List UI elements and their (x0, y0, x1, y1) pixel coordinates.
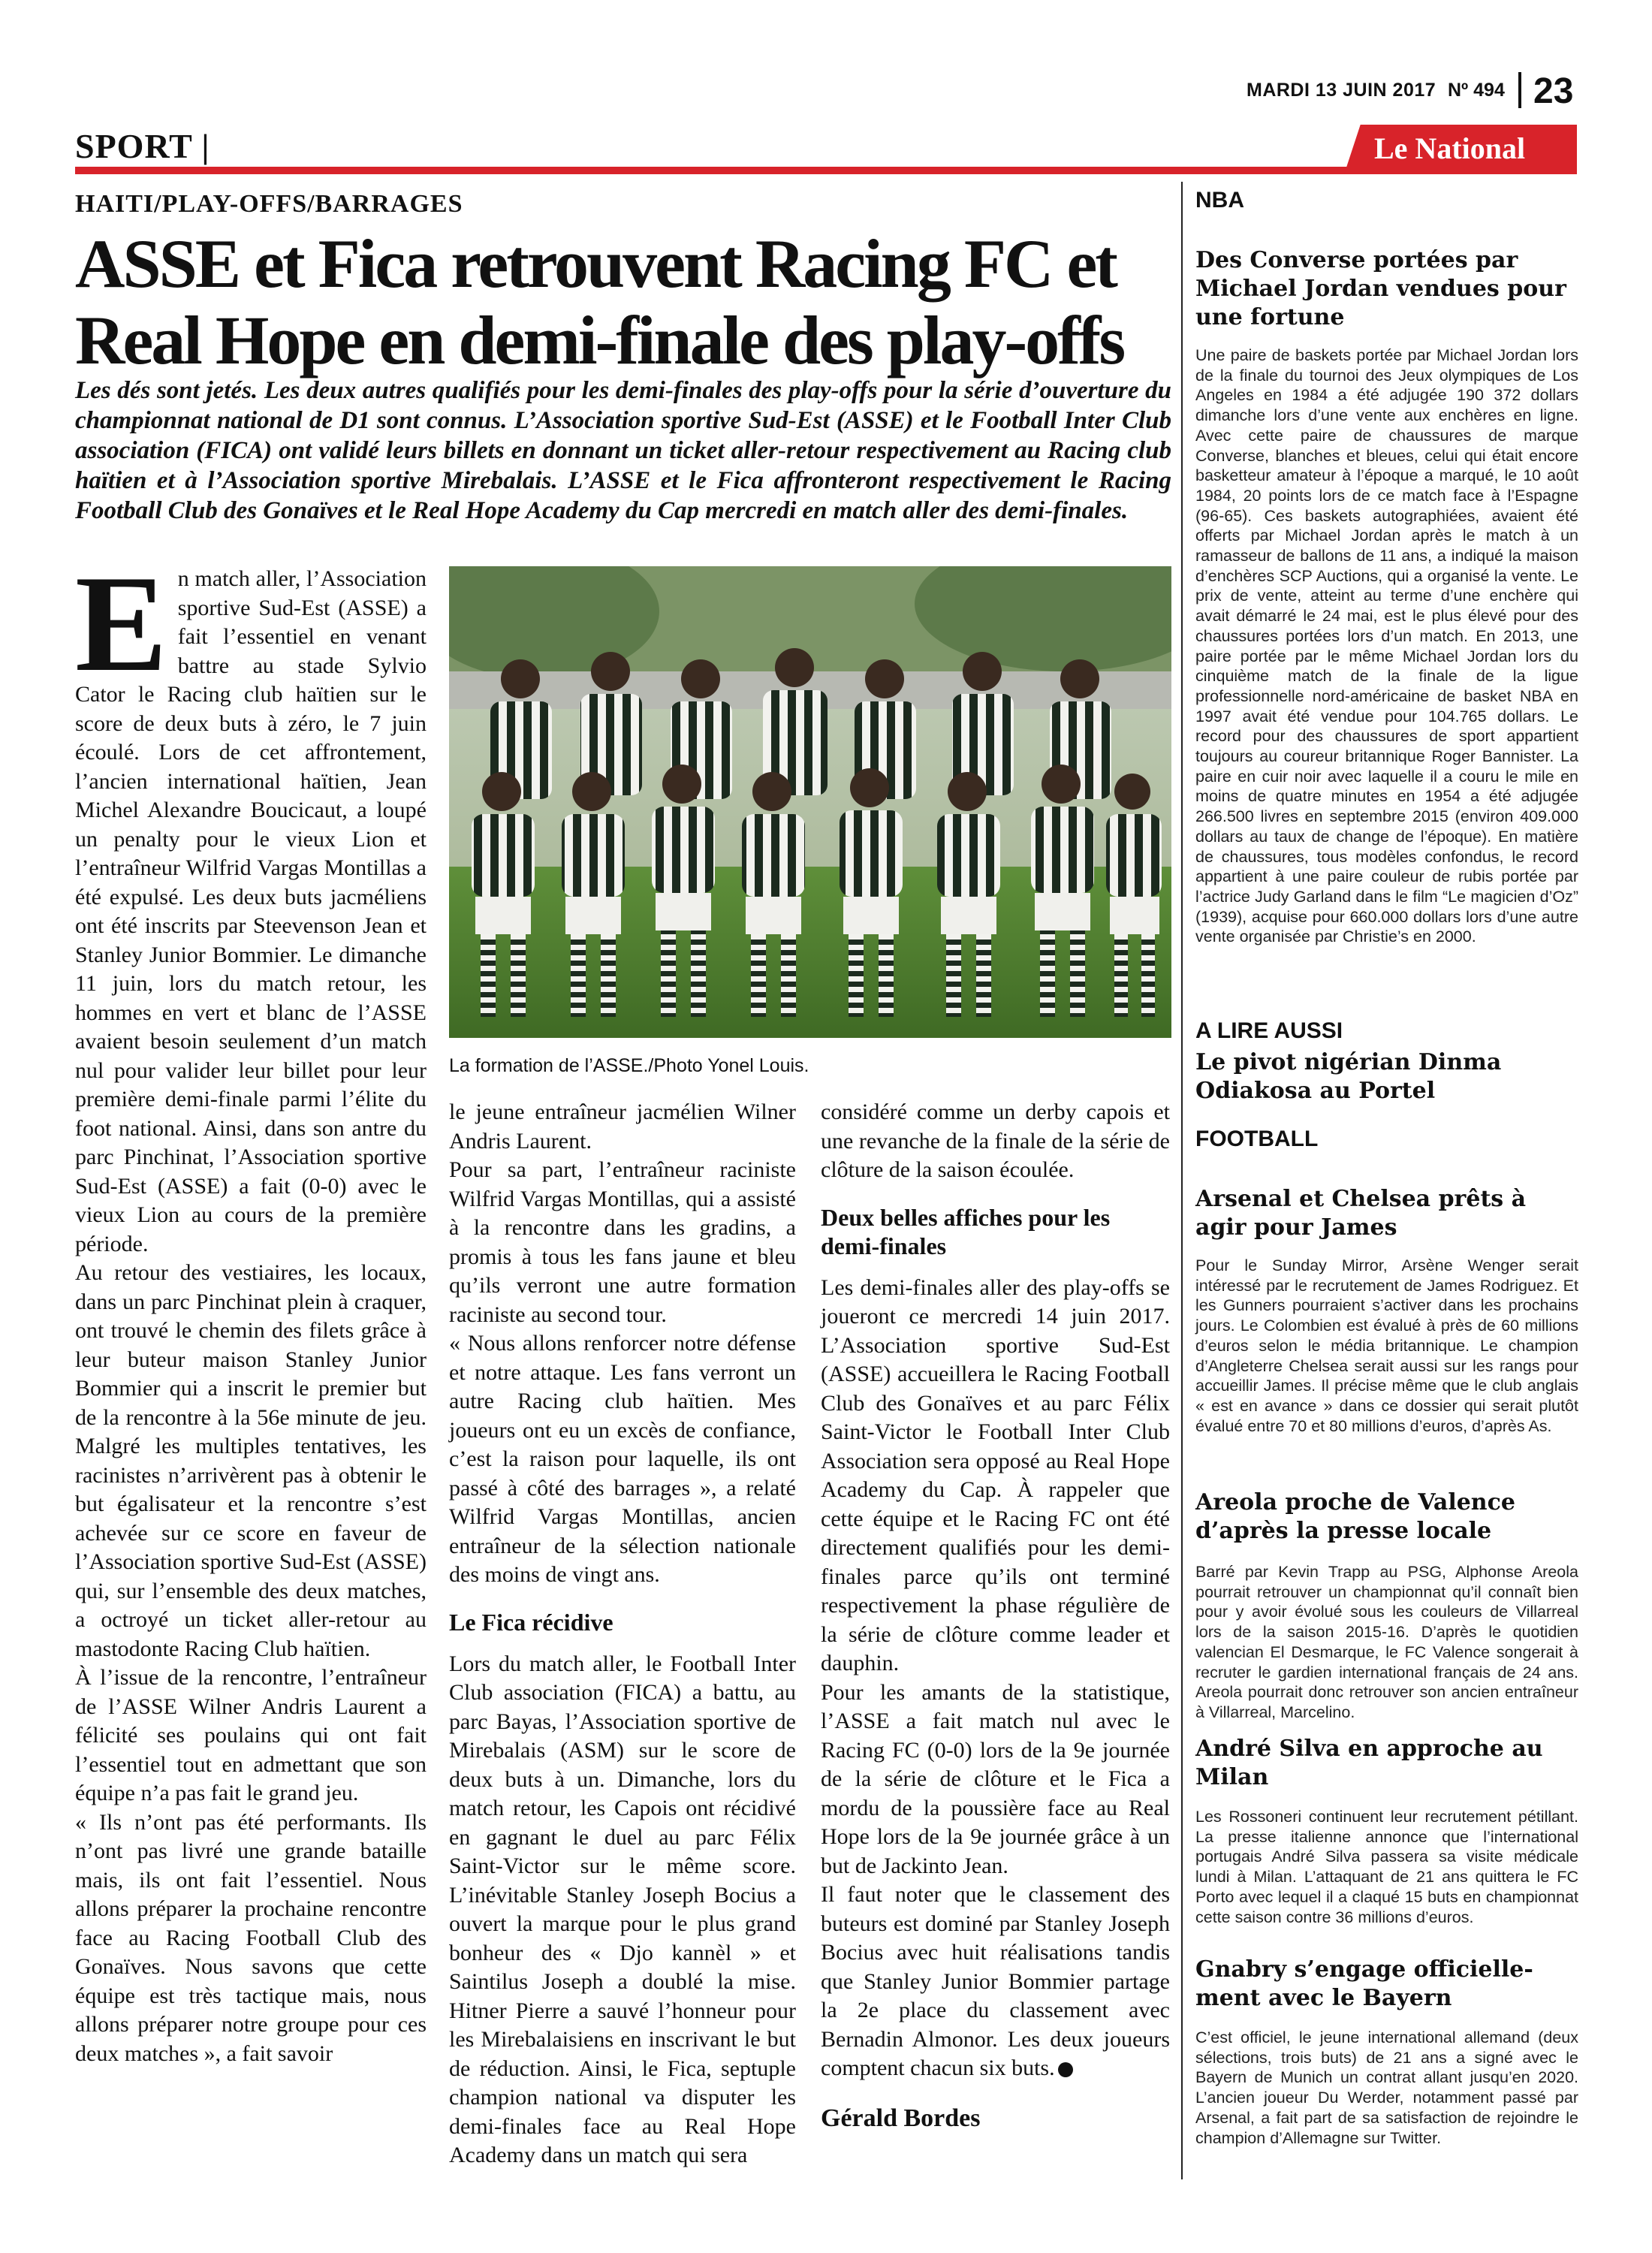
paragraph: le jeune entraîneur jacmélien Wilner Andris Laurent. (449, 1099, 796, 1154)
paragraph: considéré comme un derby capois et une revanche de la finale de la série de clôture de la saison écoulée. (821, 1099, 1170, 1182)
drop-cap: E (75, 547, 167, 700)
sidebar-headline: Arsenal et Chelsea prêts à agir pour James (1195, 1186, 1527, 1241)
section-rule (75, 167, 1352, 174)
sidebar-headline: Areola proche de Valence d’après la presse locale (1195, 1489, 1515, 1544)
article-kicker: HAITI/PLAY-OFFS/BARRAGES (75, 190, 463, 218)
article-headline: ASSE et Fica retrouvent Racing FC et Real Hope en demi-finale des play-offs (75, 225, 1124, 379)
paragraph: Pour sa part, l’entraîneur raciniste Wilfrid Vargas Montillas, qui a assisté à la rencontre dans les gradins, a promis à tous les fans jaune et bleu qu’ils verront une autre formation raciniste au second tour. (449, 1157, 796, 1327)
sidebar-body: C’est officiel, le jeune international allemand (deux sélections, trois buts) de 21 ans a signé avec le Bayern de Munich un contrat allant jusqu’en 2020. L’ancien joueur Du Werder, notamment passé par Arsenal, a fait part de sa satisfaction de rejoindre le champion d’Allemagne sur Twitter. (1195, 2028, 1578, 2147)
photo-caption: La formation de l’ASSE./Photo Yonel Louis. (449, 1055, 809, 1076)
sidebar-link-headline[interactable]: Le pivot nigérian Dinma Odiakosa au Portel (1195, 1049, 1502, 1104)
paragraph (821, 1881, 1170, 2083)
paragraph: n match aller, l’Association sportive Sud-Est (ASSE) a fait l’essentiel en venant battre au stade Sylvio Cator le Racing club haïtien sur le score de deux buts à zéro, le 7 juin écoulé. Lors de cet affrontement, l’ancien international haïtien, Jean Michel Alexandre Boucicaut, a loupé un penalty pour le vieux Lion et l’entraîneur Wilfrid Vargas Montillas a été expulsé. Les deux buts jacméliens ont été inscrits par Steevenson Jean et Stanley Junior Bommier. Le dimanche 11 juin, lors du match retour, les hommes en vert et blanc de l’ASSE avaient besoin seulement d’un match nul pour valider leur billet pour leur première demi-finale parmi l’élite du foot national. Ainsi, dans son antre du parc Pinchinat, l’Association sportive Sud-Est (ASSE) a fait (0-0) avec le vieux Lion au cours de la première période. (75, 566, 427, 1256)
paragraph: Au retour des vestiaires, les locaux, dans un parc Pinchinat plein à craquer, ont trouvé le chemin des filets grâce à leur buteur maison Stanley Junior Bommier qui a inscrit le premier but de la rencontre à la 56e minute de jeu. Malgré les multiples tentatives, les racinistes n’arrivèrent pas à obtenir le but égalisateur et la rencontre s’est achevée sur ce score en faveur de l’Association sportive Sud-Est (ASSE) qui, sur l’ensemble des deux matches, a octroyé un ticket aller-retour au mastodonte Racing Club haïtien. (75, 1260, 427, 1661)
sidebar-headline: Gnabry s’engage officielle-ment avec le Bayern (1195, 1956, 1533, 2011)
page-number: 23 (1533, 71, 1574, 111)
paragraph: « Ils n’ont pas été performants. Ils n’ont pas livré une grande bataille mais, ils ont fait l’essentiel. Nous allons préparer la prochaine rencontre face au Racing Football Club des Gonaïves. Nous savons que cette équipe est très tactique mais, nous allons préparer notre groupe pour ces deux matches », a fait savoir (75, 1809, 427, 2066)
team-photo-illustration (449, 566, 1171, 1038)
issue-number: Nº 494 (1448, 80, 1505, 101)
article-column-2 (449, 1098, 796, 2170)
paragraph: Les demi-finales aller des play-offs se joueront ce mercredi 14 juin 2017. L’Association sportive Sud-Est (ASSE) accueillera le Racing Football Club des Gonaïves et au parc Félix Saint-Victor le Football Inter Club Association sera opposé au Real Hope Academy du Cap. À rappeler que cette équipe et le Racing FC ont été directement qualifiés pour les demi-finales parce qu’ils ont terminé respectivement la phase régulière de la série de clôture comme leader et dauphin. (821, 1274, 1170, 1675)
brand-name: Le National (1374, 131, 1526, 165)
article-lede: Les dés sont jetés. Les deux autres qualifiés pour les demi-finales des play-offs pour la série d’ouverture du championnat national de D1 sont connus. L’Association sportive Sud-Est (ASSE) et le Football Inter Club association (FICA) ont validé leurs billets en donnant un ticket aller-retour respectivement au Racing club haïtien et à l’Association sportive Mirebalais. L’ASSE et le Fica affronteront respectivement le Racing Football Club des Gonaïves et le Real Hope Academy du Cap mercredi en match aller des demi-finales. (75, 377, 1171, 524)
paragraph: « Nous allons renforcer notre défense et notre attaque. Les fans verront un autre Racing club haïtien. Mes joueurs ont eu un excès de confiance, c’est la raison pour laquelle, ils ont passé à côté des barrages », a relaté Wilfrid Vargas Montillas, ancien entraîneur de la sélection nationale des moins de vingt ans. (449, 1331, 796, 1587)
sidebar-headline: Des Converse portées par Michael Jordan vendues pour une fortune (1195, 247, 1566, 330)
sidebar-body: Barré par Kevin Trapp au PSG, Alphonse Areola pourrait retrouver un championnat qu’il connaît bien pour y avoir évolué sous les couleurs de Villarreal lors de la saison 2015-16. D’après le quotidien valencian El Desmarque, le FC Valence songerait à recruter le gardien international français de 24 ans. Areola pourrait donc retrouver son ancien entraîneur à Villarreal, Marcelino. (1195, 1563, 1578, 1721)
subheading: Le Fica récidive (449, 1608, 613, 1636)
sidebar-headline: André Silva en approche au Milan (1195, 1736, 1543, 1790)
team-photo (449, 566, 1171, 1038)
sidebar-section-football: FOOTBALL (1195, 1126, 1319, 1151)
paragraph-text: Il faut noter que le classement des buteurs est dominé par Stanley Joseph Bocius avec huit réalisations tandis que Stanley Junior Bommier partage la 2e place du classement avec Bernadin Almonor. Les deux joueurs comptent chacun six buts. (821, 1882, 1170, 2080)
paragraph: Lors du match aller, le Football Inter Club association (FICA) a battu, au parc Bayas, l’Association sportive de Mirebalais (ASM) sur le score de deux buts à un. Dimanche, lors du match retour, les Capois ont récidivé en gagnant le duel au parc Félix Saint-Victor sur le même score. L’inévitable Stanley Joseph Bocius a ouvert la marque pour le plus grand bonheur des « Djo kannèl » et Saintilus Joseph a doublé la mise. Hitner Pierre a sauvé l’honneur pour les Mirebalaisiens en inscrivant le but de réduction. Ainsi, le Fica, septuple champion national va disputer les demi-finales face au Real Hope Academy dans un match qui sera (449, 1651, 796, 2167)
paragraph: Pour les amants de la statistique, l’ASSE a fait match nul avec le Racing FC (0-0) lors de la 9e journée de la série de clôture et le Fica a mordu de la poussière face au Real Hope lors de la 9e journée grâce à un but de Jackinto Jean. (821, 1679, 1170, 1878)
sidebar-body: Pour le Sunday Mirror, Arsène Wenger serait intéressé par le recrutement de James Rodriguez. Et les Gunners pourraient s’activer dans les prochains jours. Le Colombien est évalué à près de 60 millions d’euros selon le média britannique. Le champion d’Angleterre Chelsea serait aussi sur les rangs pour accueillir James. Il précise même que le club anglais « est en avance » dans ce dossier qui serait plutôt évalué entre 70 et 80 millions d’euros, d’après As. (1195, 1256, 1578, 1435)
sidebar-section-nba: NBA (1195, 188, 1244, 213)
sidebar-body: Les Rossoneri continuent leur recrutement pétillant. La presse italienne annonce que l’international portugais André Silva passera sa visite médicale lundi à Milan. L’attaquant de 21 ans quittera le FC Porto avec lequel il a claqué 15 buts en championnat cette saison contre 36 millions d’euros. (1195, 1808, 1578, 1926)
article-column-1 (75, 547, 427, 2068)
article-column-3 (821, 1098, 1170, 2133)
subheading: Deux belles affiches pour les demi-finales (821, 1203, 1111, 1259)
header-divider (1518, 72, 1521, 108)
issue-date: MARDI 13 JUIN 2017 (1247, 80, 1436, 101)
column-divider (1181, 182, 1183, 2179)
sidebar-body: Une paire de baskets portée par Michael Jordan lors de la finale du tournoi des Jeux olympiques de Los Angeles en 1984 a été adjugée 190 372 dollars dimanche lors d’une vente aux enchères en ligne. Avec cette paire de chaussures de marque Converse, blanches et bleues, celui qui était encore basketteur amateur à l’époque a marqué, le 10 août 1984, 20 points lors de ce match face à l’Espagne (96-65). Ces baskets autographiées, avaient été offerts par Michael Jordan après le match à un ramasseur de ballons de 11 ans, a indiqué la maison d’enchères SCP Auctions, qui a organisé la vente. Le prix de vente, atteint au terme d’une enchère qui avait démarré le 24 mai, est le plus élevé pour des chaussures portées lors d’un match. En 2013, une paire portée par le même Michael Jordan lors du cinquième match de la finale de la ligue professionnelle nord-américaine de basket NBA en 1997 avait été vendue pour 104.765 dollars. Le record pour des chaussures de sport appartient toujours au coureur britannique Roger Bannister. La paire en cuir noir avec laquelle il a couru le mile en moins de quatre minutes en 1954 a été adjugée 266.500 livres en septembre 2015 (environ 409.000 dollars au taux de change de l’époque). En matière de chaussures, tous modèles confondus, le record appartient à une paire couleur de rubis portée par l’actrice Judy Garland dans le film “Le magicien d’Oz” (1939), acquise pour 660.000 dollars lors d’une autre vente organisée par Christie’s en 2000. (1195, 346, 1578, 946)
section-label: SPORT | (75, 127, 210, 165)
sidebar-section-alire: A LIRE AUSSI (1195, 1018, 1343, 1043)
author-byline: Gérald Bordes (821, 2104, 981, 2132)
paragraph: À l’issue de la rencontre, l’entraîneur de l’ASSE Wilner Andris Laurent a félicité ses poulains qui ont fait l’essentiel tout en admettant que son équipe n’a pas fait le grand jeu. (75, 1665, 427, 1805)
end-mark-icon (1058, 2062, 1073, 2077)
